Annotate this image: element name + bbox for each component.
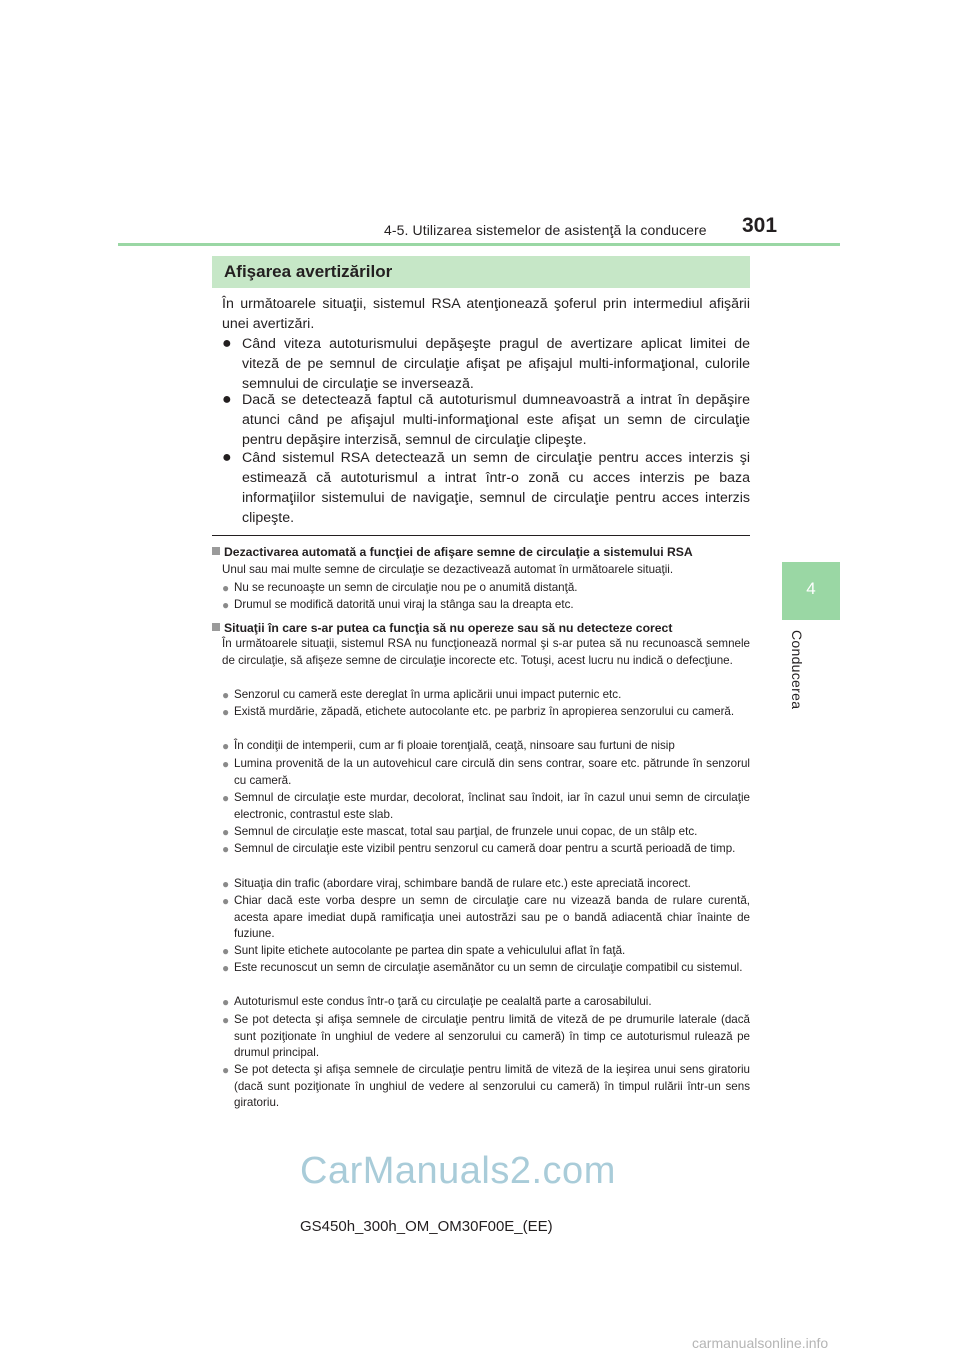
note-item xyxy=(222,876,750,893)
note-paragraph: Unul sau mai multe semne de circulaţie se dezactivează automat în următoarele situaţii. xyxy=(222,563,674,576)
chapter-tab[interactable] xyxy=(782,562,840,620)
note-item-text: Chiar dacă este vorba despre un semn de circulaţie care nu vizează banda de rulare curentă, acesta apare imediat după ramificaţia unei autostrăzi sau pe o bandă adiacentă chiar înainte de fuziune. xyxy=(234,894,750,941)
note-heading-auto-off xyxy=(212,544,752,560)
note-item xyxy=(222,687,750,704)
note-heading-text: Situaţii în care s-ar putea ca funcţia să nu opereze sau să nu detecteze corect xyxy=(224,621,673,635)
note-heading-malfunction xyxy=(212,620,752,636)
note-item xyxy=(222,1062,750,1112)
note-item xyxy=(222,893,750,943)
note-item xyxy=(222,994,750,1011)
header-rule xyxy=(118,243,840,246)
section-path: 4-5. Utilizarea sistemelor de asistenţă la conducere xyxy=(384,222,707,238)
note-item-text: Semnul de circulaţie este murdar, decolorat, înclinat sau îndoit, iar în cazul unui semn de circulaţie electronic, contrastul este slab. xyxy=(234,791,750,821)
bullet-text: Când sistemul RSA detectează un semn de circulaţie pentru acces interzis şi estimează că autoturismul a intrat într-o zonă cu acces interzis pe baza informaţiilor sistemului de navigaţie, semnul de circulaţie pentru acces interzis clipeşte. xyxy=(242,450,750,526)
bullet-text: Dacă se detectează faptul că autoturismul dumneavoastră a intrat în depăşire atunci când pe afişajul multi-informaţional este afişat un semn de circulaţie pentru depăşire interzisă, semnul de circulaţie clipeşte. xyxy=(242,392,750,448)
note-item-text: Semnul de circulaţie este vizibil pentru senzorul cu cameră doar pentru a scurtă perioadă de timp. xyxy=(234,842,736,855)
note-item-text: Autoturismul este condus într-o ţară cu circulaţie pe cealaltă parte a carosabilului. xyxy=(234,995,652,1008)
note-item xyxy=(222,824,750,841)
note-item-text: Sunt lipite etichete autocolante pe partea din spate a vehiculului aflat în faţă. xyxy=(234,944,626,957)
page-number: 301 xyxy=(742,214,778,237)
square-bullet-icon xyxy=(212,547,220,555)
note-item xyxy=(222,943,750,960)
note-bullet-icon: ● xyxy=(222,739,230,753)
note-bullet-icon: ● xyxy=(222,944,230,958)
chapter-title: Conducerea xyxy=(789,630,805,710)
chapter-number: 4 xyxy=(806,579,816,598)
note-item-text: Nu se recunoaşte un semn de circulaţie nou pe o anumită distanţă. xyxy=(234,581,578,594)
watermark-text: CarManuals2.com xyxy=(300,1150,616,1192)
note-item xyxy=(222,960,750,977)
note-bullet-icon: ● xyxy=(222,757,230,771)
note-item-text: Senzorul cu cameră este dereglat în urma aplicării unui impact puternic etc. xyxy=(234,688,622,701)
note-bullet-icon: ● xyxy=(222,877,230,891)
footer-document-code: GS450h_300h_OM_OM30F00E_(EE) xyxy=(300,1218,553,1235)
note-item-text: Drumul se modifică datorită unui viraj la stânga sau la dreapta etc. xyxy=(234,598,574,611)
square-bullet-icon xyxy=(212,623,220,631)
note-bullet-icon: ● xyxy=(222,1013,230,1027)
note-item xyxy=(222,580,750,597)
note-bullet-icon: ● xyxy=(222,705,230,719)
warning-bullet xyxy=(222,448,750,528)
note-paragraph: În următoarele situaţii, sistemul RSA nu funcţionează normal şi s-ar putea să nu recunoască semnele de circulaţie, să afişeze semne de circulaţie incorecte etc. Totuşi, acest lucru nu indică o defecţiune. xyxy=(222,637,750,667)
footer-site-text: carmanualsonline.info xyxy=(692,1335,829,1351)
note-item xyxy=(222,841,750,858)
bullet-icon: ● xyxy=(222,391,232,408)
note-item-text: Semnul de circulaţie este mascat, total sau parţial, de frunzele unui copac, de un stâlp etc. xyxy=(234,825,698,838)
note-item-text: Se pot detecta şi afişa semnele de circulaţie pentru limită de viteză de la ieşirea unui sens giratoriu (dacă sunt poziţionate în unghiul de vedere al senzorului cu cameră) în timpul rulării într-un sens giratoriu. xyxy=(234,1063,750,1110)
bullet-icon: ● xyxy=(222,449,232,466)
warning-bullet xyxy=(222,390,750,450)
note-bullet-icon: ● xyxy=(222,842,230,856)
note-bullet-icon: ● xyxy=(222,894,230,908)
intro-paragraph: În următoarele situaţii, sistemul RSA atenţionează şoferul prin intermediul afişării unei avertizări. xyxy=(222,296,750,332)
note-item xyxy=(222,704,750,721)
note-item xyxy=(222,597,750,614)
note-item xyxy=(222,1012,750,1062)
bullet-text: Când viteza autoturismului depăşeşte pragul de avertizare aplicat limitei de viteză de pe semnul de circulaţie afişat pe afişajul multi-informaţional, culorile semnului de circulaţie se inversează. xyxy=(242,336,750,392)
note-bullet-icon: ● xyxy=(222,961,230,975)
note-bullet-icon: ● xyxy=(222,995,230,1009)
note-item-text: Se pot detecta şi afişa semnele de circulaţie pentru limită de viteză de pe drumurile laterale (dacă sunt poziţionate în unghiul de vedere al senzorului cu cameră) în timp ce autoturismul rulează pe drumul principal. xyxy=(234,1013,750,1060)
note-item-text: Situaţia din trafic (abordare viraj, schimbare bandă de rulare etc.) este apreciată incorect. xyxy=(234,877,691,890)
note-heading-text: Dezactivarea automată a funcţiei de afişare semne de circulaţie a sistemului RSA xyxy=(224,545,693,559)
note-item-text: Este recunoscut un semn de circulaţie asemănător cu un semn de circulaţie compatibil cu sistemul. xyxy=(234,961,743,974)
section-heading: Afişarea avertizărilor xyxy=(212,256,750,288)
note-item-text: În condiţii de intemperii, cum ar fi ploaie torenţială, ceaţă, ninsoare sau furtuni de nisip xyxy=(234,739,675,752)
bullet-icon: ● xyxy=(222,335,232,352)
note-bullet-icon: ● xyxy=(222,598,230,612)
note-item-text: Lumina provenită de la un autovehicul care circulă din sens contrar, soare etc. pătrunde în senzorul cu cameră. xyxy=(234,757,750,787)
note-bullet-icon: ● xyxy=(222,688,230,702)
note-bullet-icon: ● xyxy=(222,581,230,595)
note-item xyxy=(222,756,750,789)
warning-bullet xyxy=(222,334,750,394)
note-bullet-icon: ● xyxy=(222,825,230,839)
note-bullet-icon: ● xyxy=(222,791,230,805)
section-divider xyxy=(212,535,750,536)
note-item-text: Există murdărie, zăpadă, etichete autocolante etc. pe parbriz în apropierea senzorului cu cameră. xyxy=(234,705,735,718)
note-item xyxy=(222,738,750,755)
note-item xyxy=(222,790,750,823)
note-bullet-icon: ● xyxy=(222,1063,230,1077)
